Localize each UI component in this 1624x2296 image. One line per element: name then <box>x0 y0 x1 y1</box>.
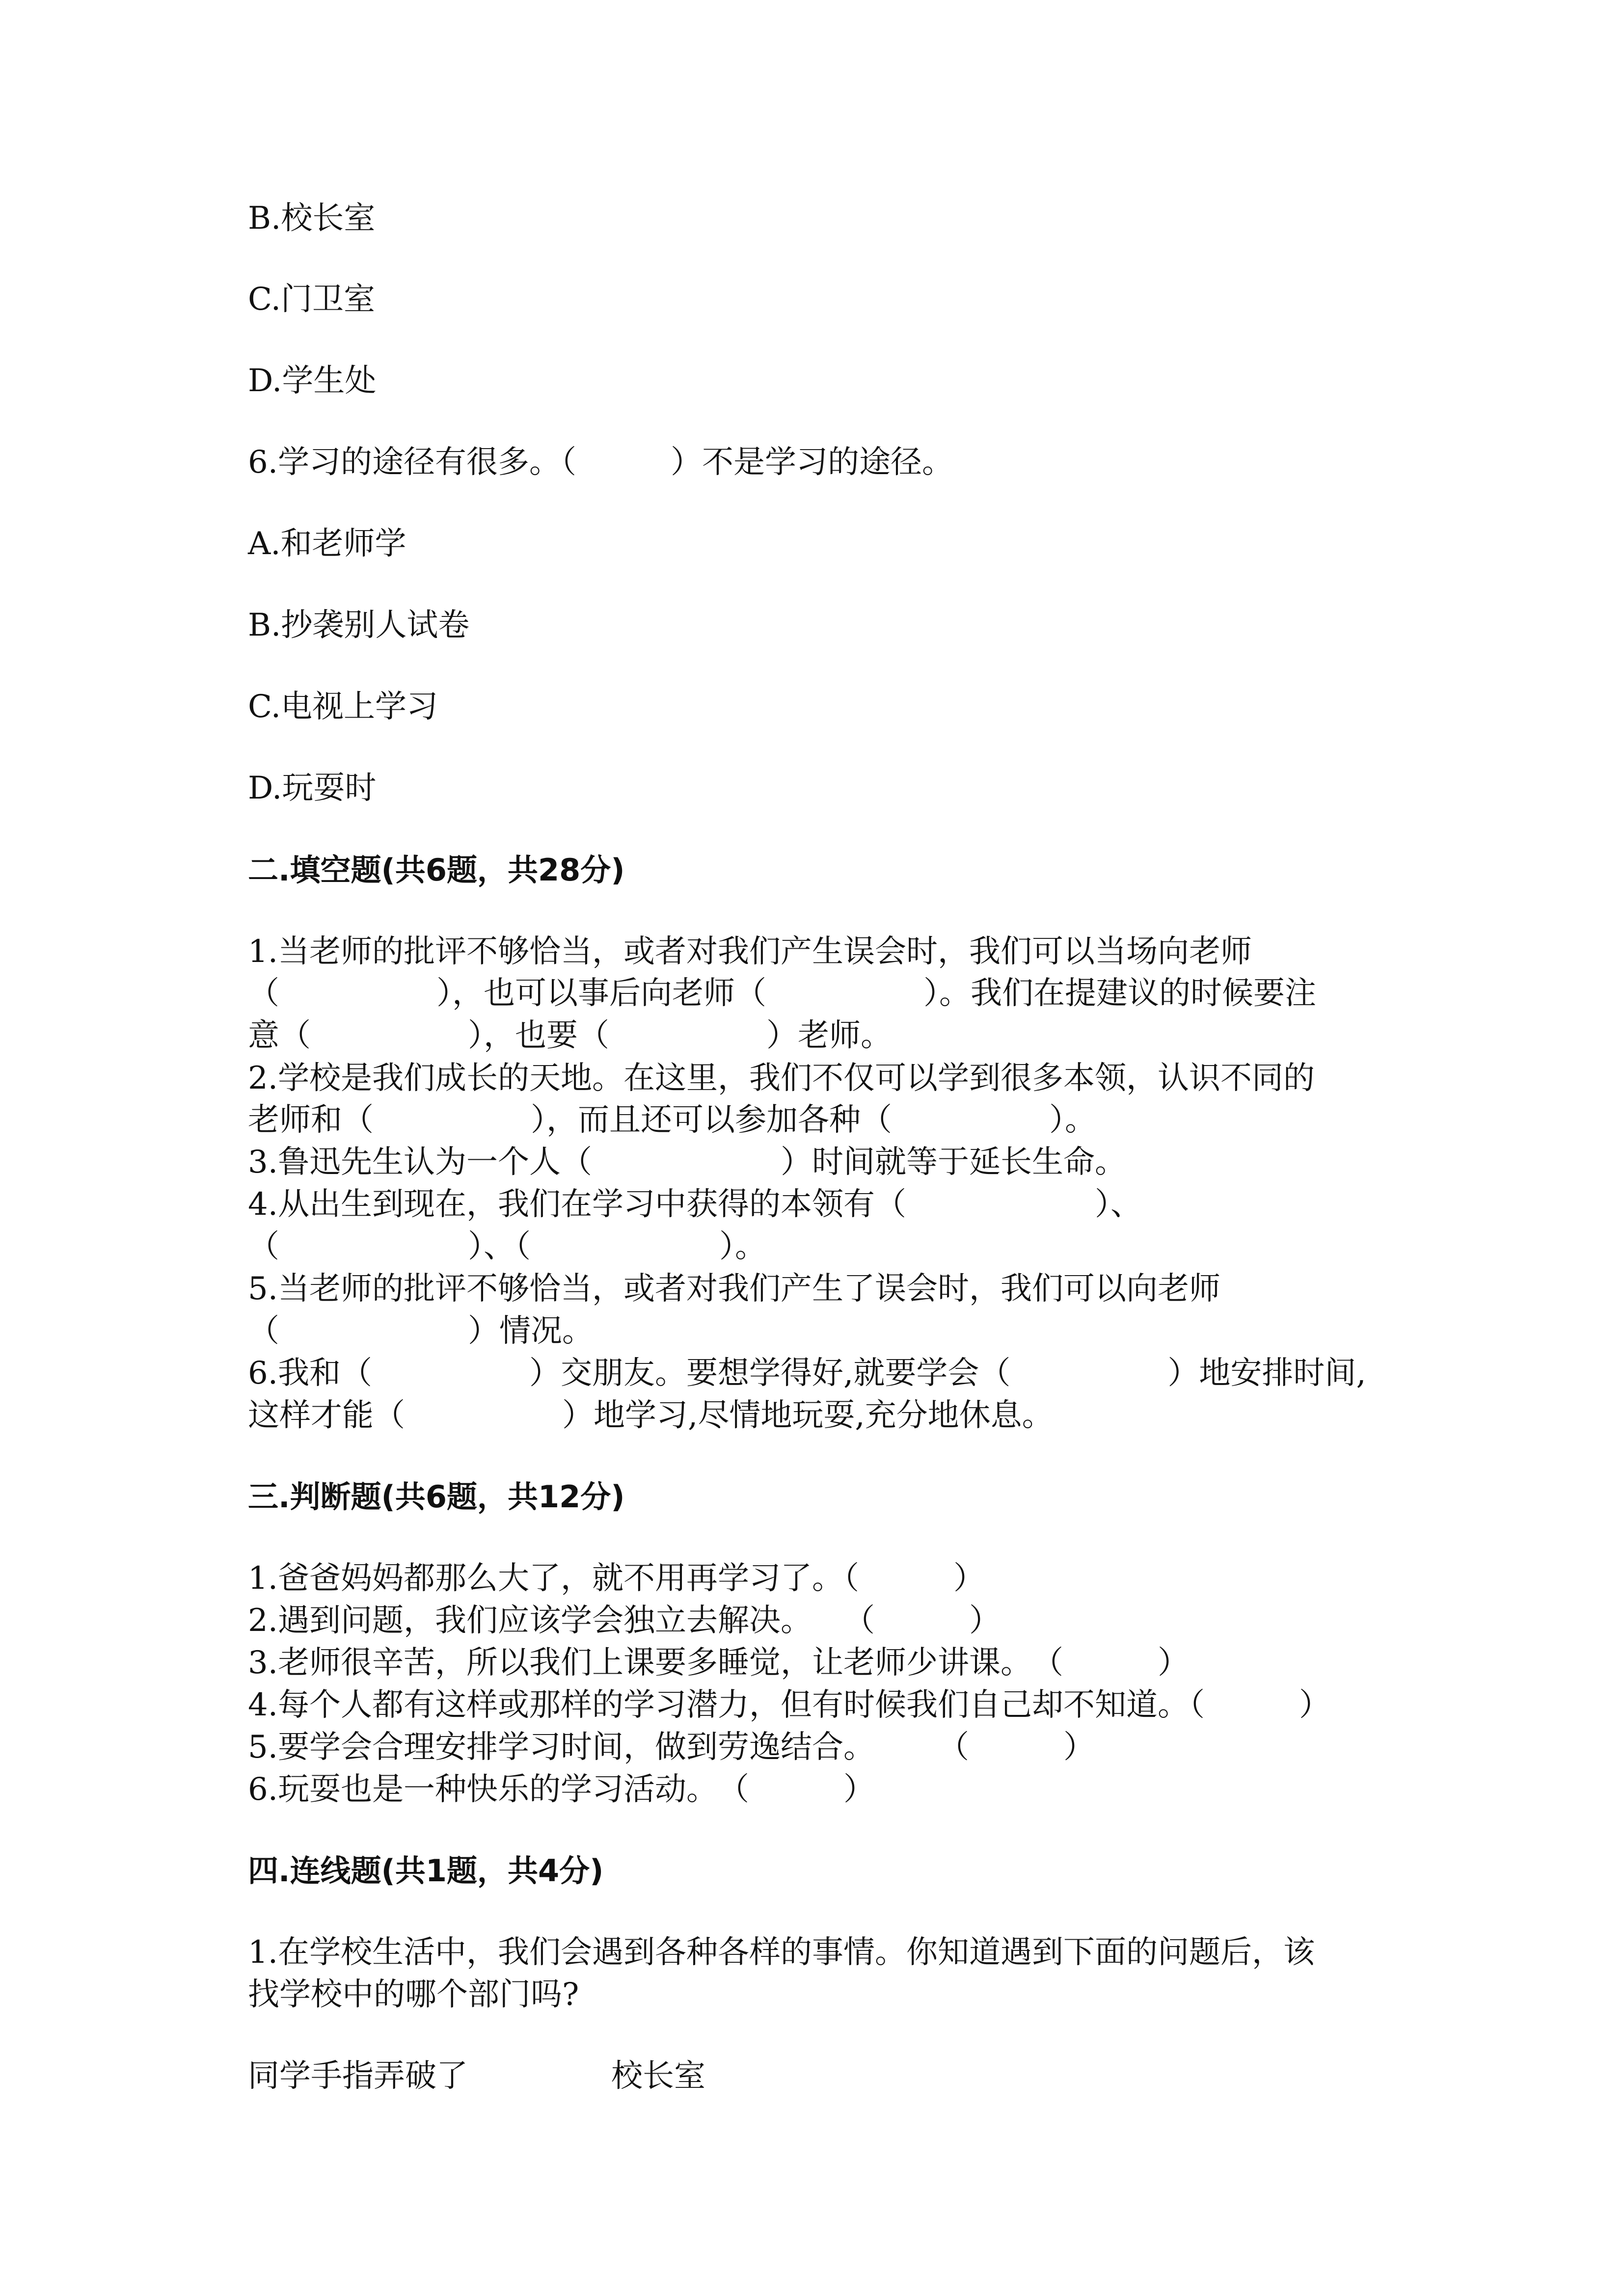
section-4-heading: 四.连线题(共1题，共4分) <box>248 1853 604 1889</box>
s3-line-3: 3.老师很辛苦，所以我们上课要多睡觉，让老师少讲课。 （ ） <box>248 1645 1190 1681</box>
s3-line-5: 5.要学会合理安排学习时间，做到劳逸结合。 （ ） <box>248 1729 1095 1765</box>
s3-line-4: 4.每个人都有这样或那样的学习潜力，但有时候我们自己却不知道。（ ） <box>248 1687 1331 1723</box>
option-c: C.门卫室 <box>248 281 376 318</box>
s3-line-6: 6.玩耍也是一种快乐的学习活动。 （ ） <box>248 1771 875 1808</box>
s2-line-6: 3.鲁迅先生认为一个人（ ）时间就等于延长生命。 <box>248 1144 1127 1180</box>
s2-line-3: 意（ ），也要（ ）老师。 <box>248 1017 892 1054</box>
s4-line-1: 1.在学校生活中，我们会遇到各种各样的事情。你知道遇到下面的问题后，该 <box>248 1934 1315 1971</box>
q6-option-d: D.玩耍时 <box>248 770 377 806</box>
s2-line-10: （ ）情况。 <box>248 1313 594 1349</box>
s2-line-9: 5.当老师的批评不够恰当，或者对我们产生了误会时，我们可以向老师 <box>248 1271 1221 1307</box>
s2-line-11: 6.我和（ ）交朋友。要想学得好,就要学会（ ）地安排时间, <box>248 1355 1366 1391</box>
question-6-stem: 6.学习的途径有很多。（ ）不是学习的途径。 <box>248 444 954 481</box>
s2-line-4: 2.学校是我们成长的天地。在这里，我们不仅可以学到很多本领，认识不同的 <box>248 1060 1315 1096</box>
match-left-item: 同学手指弄破了 <box>248 2058 468 2094</box>
s2-line-8: （ ）、（ ）。 <box>248 1228 766 1265</box>
s2-line-1: 1.当老师的批评不够恰当，或者对我们产生误会时，我们可以当场向老师 <box>248 934 1252 970</box>
option-d: D.学生处 <box>248 363 377 399</box>
section-3-heading: 三.判断题(共6题，共12分) <box>248 1479 625 1515</box>
s2-line-5: 老师和（ ），而且还可以参加各种（ ）。 <box>248 1102 1096 1138</box>
s4-line-2: 找学校中的哪个部门吗? <box>248 1976 579 2013</box>
s3-line-1: 1.爸爸妈妈都那么大了，就不用再学习了。（ ） <box>248 1560 985 1597</box>
s2-line-2: （ ），也可以事后向老师（ ）。我们在提建议的时候要注 <box>248 975 1316 1012</box>
section-2-heading: 二.填空题(共6题，共28分) <box>248 852 625 888</box>
s3-line-2: 2.遇到问题，我们应该学会独立去解决。 （ ） <box>248 1602 1001 1639</box>
q6-option-c: C.电视上学习 <box>248 689 438 725</box>
match-right-item: 校长室 <box>611 2058 705 2094</box>
s2-line-12: 这样才能（ ）地学习,尽情地玩耍,充分地休息。 <box>248 1397 1054 1434</box>
q6-option-a: A.和老师学 <box>248 526 406 562</box>
q6-option-b: B.抄袭别人试卷 <box>248 607 470 643</box>
s2-line-7: 4.从出生到现在，我们在学习中获得的本领有（ ）、 <box>248 1186 1142 1223</box>
option-b: B.校长室 <box>248 200 376 237</box>
